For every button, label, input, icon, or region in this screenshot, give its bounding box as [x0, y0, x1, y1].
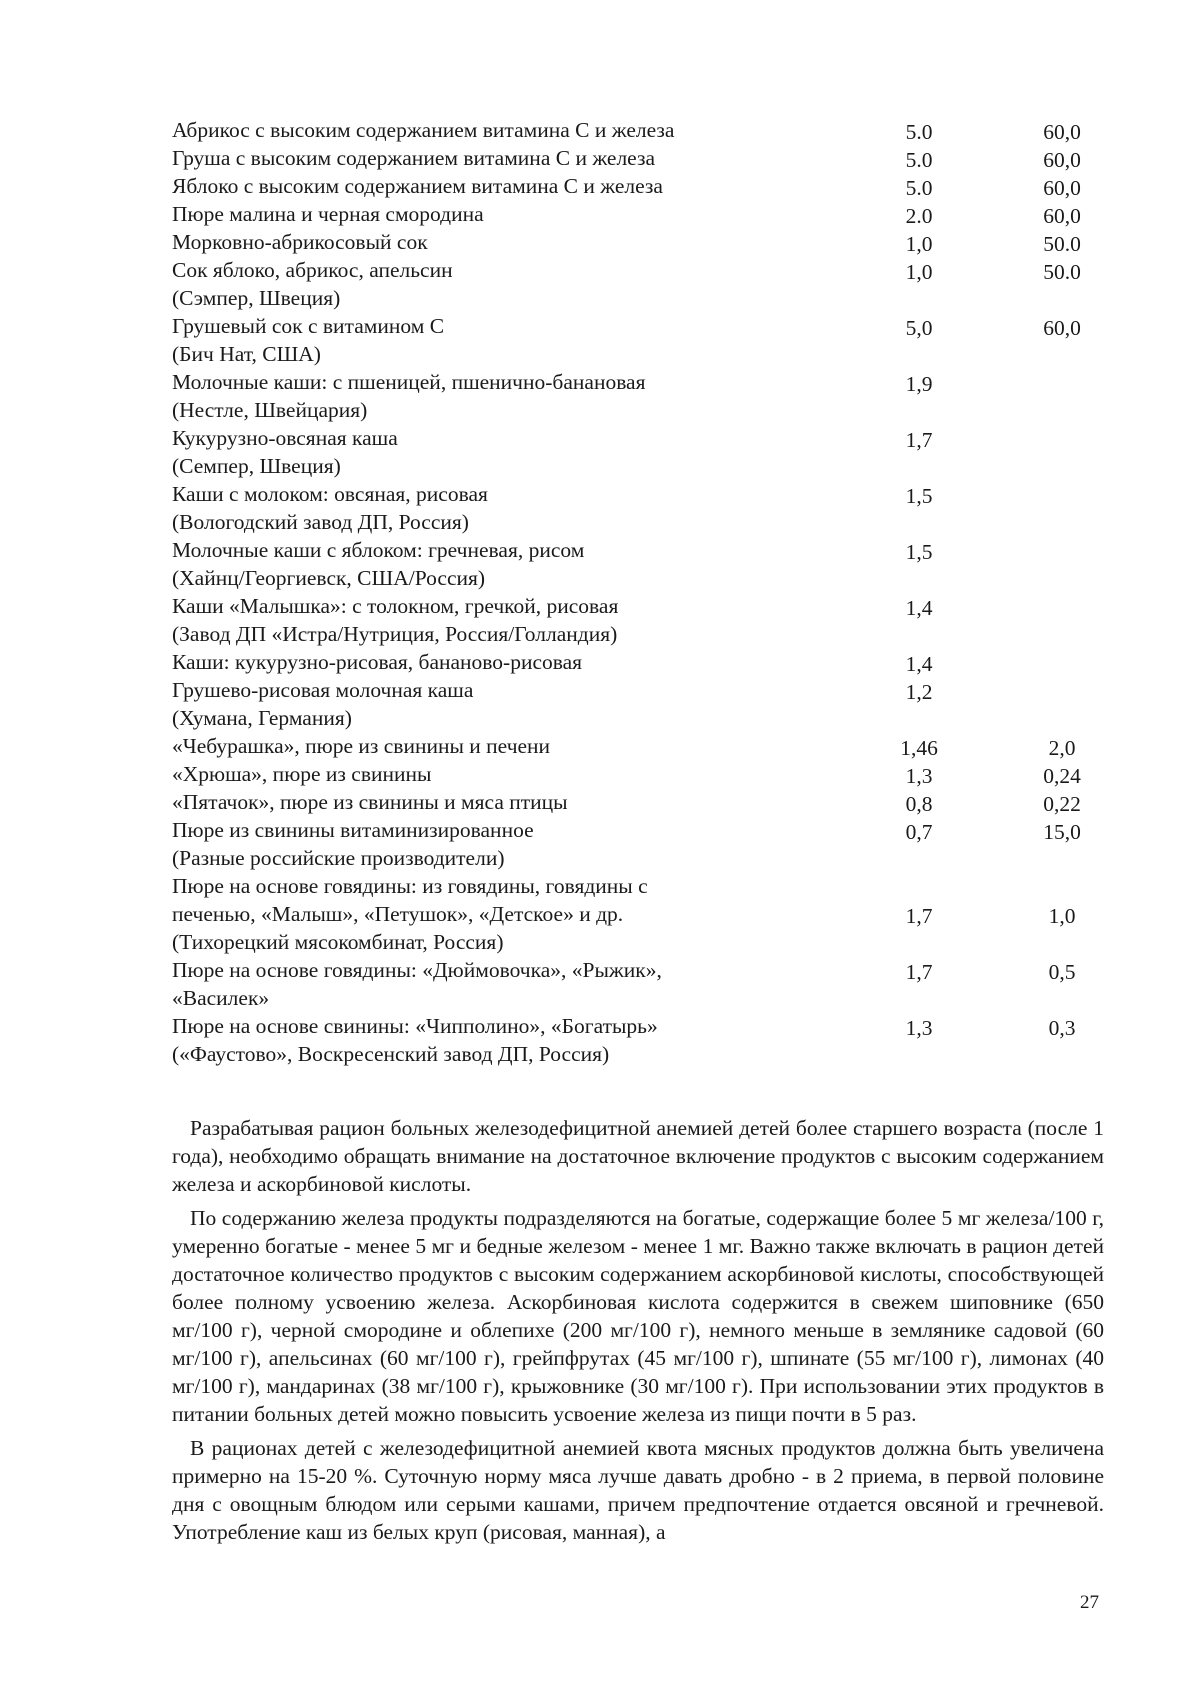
value-col-1: 1,46 — [900, 736, 938, 760]
value-col-1: 5.0 — [905, 176, 933, 200]
product-name-line: Грушевый сок с витамином С — [172, 314, 445, 338]
value-col-2: 2,0 — [1048, 736, 1076, 760]
value-col-1: 1,0 — [905, 260, 933, 284]
product-name-line: Пюре на основе свинины: «Чипполино», «Богатырь» — [172, 1014, 658, 1038]
product-name — [172, 732, 892, 760]
paragraph: По содержанию железа продукты подразделяются на богатые, содержащие более 5 мг железа/100 г, умеренно богатые - менее 5 мг и бедные железом - менее 1 мг. Важно также включать в рацион детей достаточное количество продуктов с высоким содержанием аскорбиновой кислоты, способствующей более полному усвоению железа. Аскорбиновая кислота содержится в свежем шиповнике (650 мг/100 г), черной смородине и облепихе (200 мг/100 г), немного меньше в землянике садовой (60 мг/100 г), апельсинах (60 мг/100 г), грейпфрутах (45 мг/100 г), шпинате (55 мг/100 г), лимонах (40 мг/100 г), мандаринах (38 мг/100 г), крыжовнике (30 мг/100 г). При использовании этих продуктов в питании больных детей можно повысить усвоение железа из пищи почти в 5 раз. — [172, 1206, 1104, 1426]
product-name — [172, 676, 892, 732]
value-col-1: 1,4 — [905, 652, 933, 676]
table-row — [172, 256, 1081, 312]
table-row — [172, 200, 1081, 228]
product-name-line: Морковно-абрикосовый сок — [172, 230, 428, 254]
value-col-1: 1,7 — [905, 428, 933, 452]
product-name-line: Яблоко с высоким содержанием витамина С и железа — [172, 174, 663, 198]
product-name-line: (Завод ДП «Истра/Нутриция, Россия/Голландия) — [172, 622, 618, 646]
table-row — [172, 956, 1076, 1012]
table-row — [172, 116, 1081, 144]
body-text — [172, 1114, 1104, 1552]
paragraph: Разрабатывая рацион больных железодефицитной анемией детей более старшего возраста (после 1 года), необходимо обращать внимание на достаточное включение продуктов с высоким содержанием железа и аскорбиновой кислоты. — [172, 1116, 1104, 1196]
table-row — [172, 536, 1072, 592]
product-name — [172, 116, 892, 144]
value-col-1: 5.0 — [905, 148, 933, 172]
product-name-line: (Хумана, Германия) — [172, 706, 352, 730]
product-name-line: Каши «Малышка»: с толокном, гречкой, рисовая — [172, 594, 619, 618]
value-col-2: 60,0 — [1043, 316, 1081, 340]
product-name — [172, 1012, 892, 1068]
value-col-2: 15,0 — [1043, 820, 1081, 844]
product-name — [172, 144, 892, 172]
value-col-2: 0,22 — [1043, 792, 1081, 816]
product-name — [172, 816, 892, 872]
product-name-line: Сок яблоко, абрикос, апельсин — [172, 258, 453, 282]
table-row — [172, 788, 1081, 816]
product-name-line: печенью, «Малыш», «Петушок», «Детское» и др. — [172, 902, 624, 926]
product-name — [172, 424, 892, 480]
product-name — [172, 200, 892, 228]
product-name-line: Каши: кукурузно-рисовая, бананово-рисовая — [172, 650, 583, 674]
table-row — [172, 592, 1072, 648]
paragraph: В рационах детей с железодефицитной анемией квота мясных продуктов должна быть увеличена примерно на 15-20 %. Суточную норму мяса лучше давать дробно - в 2 приема, в первой половине дня с овощным блюдом или серыми кашами, причем предпочтение отдается овсяной и гречневой. Употребление каш из белых круп (рисовая, манная), а — [172, 1436, 1104, 1544]
product-name-line: «Василек» — [172, 986, 270, 1010]
product-name — [172, 788, 892, 816]
value-col-2: 50.0 — [1043, 260, 1081, 284]
value-col-1: 1,5 — [905, 484, 933, 508]
product-name-line: (Бич Нат, США) — [172, 342, 321, 366]
table-row — [172, 732, 1076, 760]
product-name-line: Пюре на основе говядины: «Дюймовочка», «Рыжик», — [172, 958, 662, 982]
product-name-line: (Разные российские производители) — [172, 846, 505, 870]
product-name-line: Кукурузно-овсяная каша — [172, 426, 398, 450]
product-name-line: (Семпер, Швеция) — [172, 454, 341, 478]
table-row — [172, 1012, 1076, 1068]
table-row — [172, 312, 1081, 368]
table-row — [172, 424, 1072, 480]
table-row — [172, 368, 1072, 424]
value-col-1: 1,0 — [905, 232, 933, 256]
product-name — [172, 648, 892, 676]
product-name — [172, 312, 892, 368]
product-name-line: (Нестле, Швейцария) — [172, 398, 368, 422]
table-row — [172, 480, 1072, 536]
table-row — [172, 144, 1081, 172]
table-row — [172, 816, 1081, 872]
product-name-line: Каши с молоком: овсяная, рисовая — [172, 482, 488, 506]
value-col-1: 5.0 — [905, 120, 933, 144]
product-name-line: Абрикос с высоким содержанием витамина С и железа — [172, 118, 675, 142]
product-name-line: (Сэмпер, Швеция) — [172, 286, 341, 310]
product-name — [172, 592, 892, 648]
product-name — [172, 536, 892, 592]
value-col-1: 2.0 — [905, 204, 933, 228]
value-col-2: 0,5 — [1048, 960, 1076, 984]
product-name-line: (Вологодский завод ДП, Россия) — [172, 510, 469, 534]
product-name-line: Пюре из свинины витаминизированное — [172, 818, 534, 842]
product-name-line: «Чебурашка», пюре из свинины и печени — [172, 734, 551, 758]
product-name — [172, 228, 892, 256]
value-col-1: 1,4 — [905, 596, 933, 620]
product-name — [172, 480, 892, 536]
value-col-2: 60,0 — [1043, 204, 1081, 228]
value-col-2: 60,0 — [1043, 176, 1081, 200]
product-table — [172, 116, 1081, 1068]
product-name — [172, 368, 892, 424]
table-row — [172, 228, 1081, 256]
product-name-line: (Хайнц/Георгиевск, США/Россия) — [172, 566, 486, 590]
value-col-1: 1,7 — [905, 904, 933, 928]
product-name — [172, 172, 892, 200]
value-col-1: 1,2 — [905, 680, 933, 704]
product-name-line: Молочные каши: с пшеницей, пшенично-банановая — [172, 370, 646, 394]
product-name-line: («Фаустово», Воскресенский завод ДП, Россия) — [172, 1042, 610, 1066]
value-col-2: 60,0 — [1043, 148, 1081, 172]
value-col-2: 60,0 — [1043, 120, 1081, 144]
value-col-2: 1,0 — [1048, 904, 1076, 928]
value-col-1: 1,5 — [905, 540, 933, 564]
value-col-1: 0,8 — [905, 792, 933, 816]
product-name-line: Пюре на основе говядины: из говядины, говядины с — [172, 874, 648, 898]
value-col-2: 0,24 — [1043, 764, 1081, 788]
product-name — [172, 872, 892, 956]
table-row — [172, 676, 1072, 732]
table-row — [172, 760, 1081, 788]
product-name-line: Молочные каши с яблоком: гречневая, рисом — [172, 538, 585, 562]
product-name-line: (Тихорецкий мясокомбинат, Россия) — [172, 930, 504, 954]
page-number: 27 — [1080, 1592, 1099, 1613]
product-name-line: Груша с высоким содержанием витамина С и железа — [172, 146, 656, 170]
value-col-2: 50.0 — [1043, 232, 1081, 256]
product-name — [172, 956, 892, 1012]
value-col-1: 0,7 — [905, 820, 933, 844]
value-col-1: 1,3 — [905, 1016, 933, 1040]
value-col-1: 1,9 — [905, 372, 933, 396]
product-name-line: Пюре малина и черная смородина — [172, 202, 484, 226]
product-name-line: Грушево-рисовая молочная каша — [172, 678, 474, 702]
product-name — [172, 760, 892, 788]
value-col-1: 5,0 — [905, 316, 933, 340]
value-col-2: 0,3 — [1048, 1016, 1076, 1040]
value-col-1: 1,3 — [905, 764, 933, 788]
product-name-line: «Хрюша», пюре из свинины — [172, 762, 432, 786]
product-name — [172, 256, 892, 312]
table-row — [172, 172, 1081, 200]
table-row — [172, 872, 1076, 956]
product-name-line: «Пятачок», пюре из свинины и мяса птицы — [172, 790, 568, 814]
value-col-1: 1,7 — [905, 960, 933, 984]
table-row — [172, 648, 1072, 676]
